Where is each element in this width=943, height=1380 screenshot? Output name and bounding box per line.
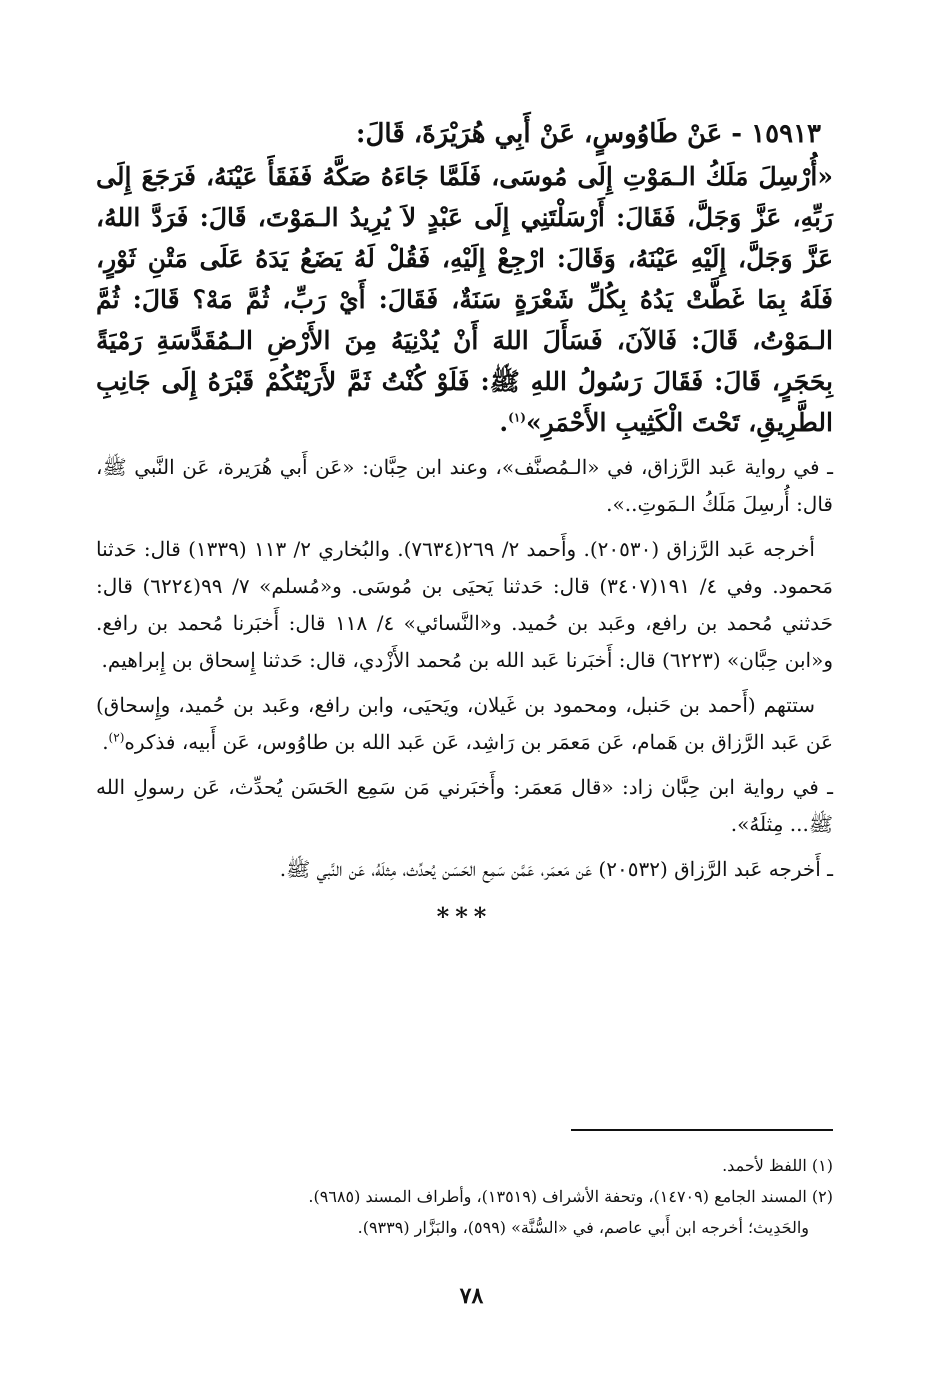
narration-note-2: ـ في رواية ابن حِبَّان زاد: «قال مَعمَر: وأَخبَرني مَن سَمِع الحَسَن يُحدِّث، عَن رسولِ الله ﷺ... مِثلَهُ». xyxy=(96,775,833,836)
main-text xyxy=(96,112,833,931)
chain-summary-text: ستتهم (أَحمد بن حَنبل، ومحمود بن غَيلان، ويَحيَى، وابن رافع، وعَبد بن حُميد، وإِسحاق) عَن عَبد الرَّزاق بن هَمام، عَن مَعمَر بن رَاشِد، عَن عَبد الله بن طاوُوس، عَن أَبيه، فذكره xyxy=(96,693,833,754)
chain-summary-end: . xyxy=(102,730,109,754)
footnote-2: (٢) المسند الجامع (١٤٧٠٩)، وتحفة الأشراف (١٣٥١٩)، وأطراف المسند (٩٦٨٥). xyxy=(308,1187,833,1206)
footnote-1: (١) اللفظ لأحمد. xyxy=(722,1156,833,1175)
hadith-isnad: - عَنْ طَاوُوسٍ، عَنْ أَبِي هُرَيْرَةَ، قَالَ: xyxy=(355,119,743,149)
hadith-number: ١٥٩١٣ xyxy=(751,119,821,149)
hadith-end: . xyxy=(499,408,509,437)
footnote-2-continued: والحَدِيث؛ أخرجه ابن أَبي عاصم، في «السُّنَّة» (٥٩٩)، والبَزَّار (٩٣٣٩). xyxy=(357,1218,809,1237)
footnotes xyxy=(96,1150,833,1243)
narration-note-1: ـ في رواية عَبد الرَّزاق، في «الـمُصنَّف»، وعند ابن حِبَّان: «عَن أَبي هُرَيرة، عَن النَّبي ﷺ، قال: أُرسِلَ مَلَكُ الـمَوتِ..». xyxy=(96,455,833,516)
narration-note-3: ـ أَخرجه عَبد الرَّزاق (٢٠٥٣٢) عَن مَعمَر، عَمَّن سَمِع الحَسَن يُحدِّث، مِثلَهُ، عَن النَّبي ﷺ. xyxy=(279,857,833,881)
footnote-divider xyxy=(571,1129,833,1131)
footnote-ref-2: (٢) xyxy=(108,730,125,745)
hadith-body: «أُرْسِلَ مَلَكُ الـمَوْتِ إِلَى مُوسَى، فَلَمَّا جَاءَهُ صَكَّهُ فَفَقَأَ عَيْنَهُ، فَرَجَعَ إِلَى رَبِّهِ، عَزَّ وَجَلَّ، فَقَالَ: أَرْسَلْتَنِي إِلَى عَبْدٍ لاَ يُرِيدُ الـمَوْتَ، قَالَ: فَرَدَّ اللهُ، عَزَّ وَجَلَّ، إِلَيْهِ عَيْنَهُ، وَقَالَ: ارْجِعْ إِلَيْهِ، فَقُلْ لَهُ يَضَعُ يَدَهُ عَلَى مَتْنِ ثَوْرٍ، فَلَهُ بِمَا غَطَّتْ يَدُهُ بِكُلِّ شَعْرَةٍ سَنَةٌ، فَقَالَ: أَيْ رَبِّ، ثُمَّ مَهْ؟ قَالَ: ثُمَّ الـمَوْتُ، قَالَ: فَالآنَ، فَسَأَلَ اللهَ أَنْ يُدْنِيَهُ مِنَ الأَرْضِ الـمُقَدَّسَةِ رَمْيَةً بِحَجَرٍ، قَالَ: فَقَالَ رَسُولُ اللهِ ﷺ: فَلَوْ كُنْتُ ثَمَّ لأَرَيْتُكُمْ قَبْرَهُ إِلَى جَانِبِ الطَّرِيقِ، تَحْتَ الْكَثِيبِ الأَحْمَرِ» xyxy=(96,162,833,437)
section-separator: *** xyxy=(436,902,493,931)
footnote-ref-1: (١) xyxy=(508,410,526,425)
page-number: ٧٨ xyxy=(459,1283,484,1309)
takhrij-paragraph: أخرجه عَبد الرَّزاق (٢٠٥٣٠). وأَحمد ٢/ ٢٦٩(٧٦٣٤). والبُخاري ٢/ ١١٣ (١٣٣٩) قال: حَدثنا مَحمود. وفي ٤/ ١٩١(٣٤٠٧) قال: حَدثنا يَحيَى بن مُوسَى. و«مُسلم» ٧/ ٩٩(٦٢٢٤) قال: حَدثني مُحمد بن رافع، وعَبد بن حُميد. و«النَّسائي» ٤/ ١١٨ قال: أَخبَرنا مُحمد بن رافع. و«ابن حِبَّان» (٦٢٢٣) قال: أَخبَرنا عَبد الله بن مُحمد الأَزْدي، قال: حَدثنا إِسحاق بن إِبراهيم. xyxy=(96,537,833,672)
hadith-heading xyxy=(96,112,833,156)
chain-summary-paragraph xyxy=(96,687,833,761)
hadith-text xyxy=(96,156,833,443)
